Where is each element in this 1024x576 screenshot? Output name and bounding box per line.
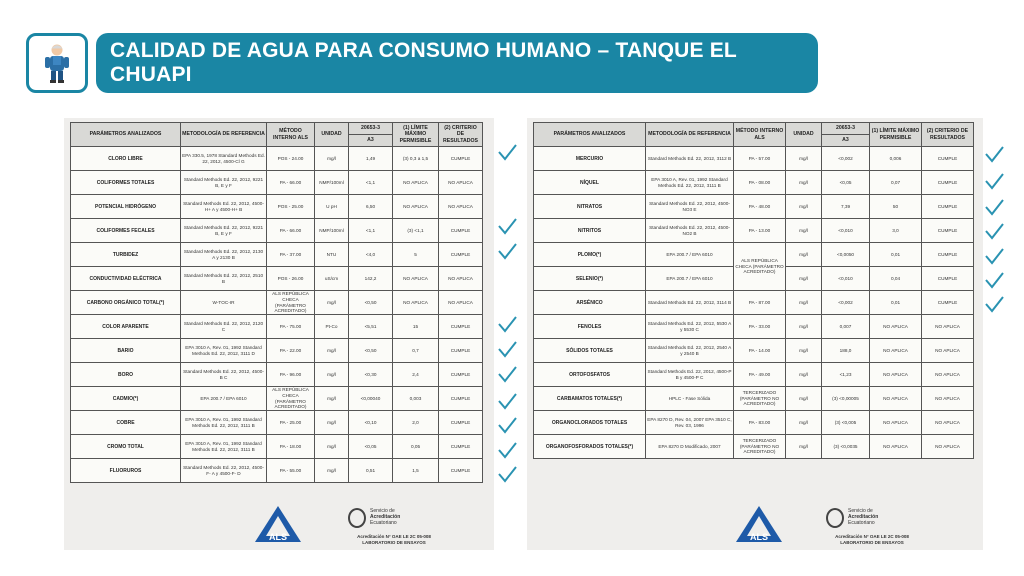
result-cell: 7,39 bbox=[822, 195, 870, 219]
table-row bbox=[71, 315, 483, 339]
table-row bbox=[534, 171, 974, 195]
result-cell: <0,0050 bbox=[822, 243, 870, 267]
method-cell: Standard Methods Ed. 22, 2012, 4500-NO3 E bbox=[646, 195, 734, 219]
param-cell: CADMIO(*) bbox=[71, 387, 181, 411]
result-cell: <1,1 bbox=[349, 171, 393, 195]
result-cell: 1,49 bbox=[349, 147, 393, 171]
internal-method-cell: PA - 22.00 bbox=[267, 339, 315, 363]
check-icon bbox=[497, 416, 517, 434]
unit-cell: mg/l bbox=[315, 459, 349, 483]
limit-cell: 0,04 bbox=[870, 267, 922, 291]
sae-seal-icon bbox=[826, 508, 844, 528]
criteria-cell: NO APLICA bbox=[439, 291, 483, 315]
result-cell: <0,010 bbox=[822, 219, 870, 243]
unit-cell: mg/l bbox=[786, 387, 822, 411]
worker-icon bbox=[42, 42, 72, 84]
method-cell: Standard Methods Ed. 22, 2012, 4500-F- A y 4500-F- D bbox=[181, 459, 267, 483]
criteria-cell: NO APLICA bbox=[922, 315, 974, 339]
method-cell: Standard Methods Ed. 22, 2012, 2120 C bbox=[181, 315, 267, 339]
param-cell: COLIFORMES FECALES bbox=[71, 219, 181, 243]
limit-cell: NO APLICA bbox=[870, 387, 922, 411]
table-row bbox=[71, 195, 483, 219]
limit-cell: 2,0 bbox=[393, 411, 439, 435]
internal-method-cell: PA - 57.00 bbox=[734, 147, 786, 171]
method-cell: EPA 3010 A, Rev. 01, 1992 Standard Methods Ed. 22, 2012, 3111 D bbox=[181, 339, 267, 363]
method-cell: EPA 8270 D Modificado, 2007 bbox=[646, 435, 734, 459]
unit-cell: mg/l bbox=[315, 411, 349, 435]
method-cell: Standard Methods Ed. 22, 2012, 9221 B, E y F bbox=[181, 219, 267, 243]
param-cell: BORO bbox=[71, 363, 181, 387]
method-cell: HPLC - Fase Sólida bbox=[646, 387, 734, 411]
limit-cell: 1,5 bbox=[393, 459, 439, 483]
criteria-cell: CUMPLE bbox=[922, 195, 974, 219]
unit-cell: mg/l bbox=[786, 171, 822, 195]
internal-method-cell: ALS REPÚBLICA CHECA (PARÁMETRO ACREDITADO) bbox=[267, 387, 315, 411]
param-cell: NITRITOS bbox=[534, 219, 646, 243]
check-icon bbox=[984, 172, 1004, 190]
page-title: CALIDAD DE AGUA PARA CONSUMO HUMANO – TANQUE EL CHUAPI bbox=[110, 39, 737, 86]
method-cell: EPA 200.7 / EPA 6010 bbox=[646, 243, 734, 267]
param-cell: ORGANOCLORADOS TOTALES bbox=[534, 411, 646, 435]
criteria-cell: CUMPLE bbox=[439, 219, 483, 243]
param-cell: COBRE bbox=[71, 411, 181, 435]
unit-cell: mg/l bbox=[786, 339, 822, 363]
limit-cell: 0,7 bbox=[393, 339, 439, 363]
table-header-row bbox=[71, 123, 483, 135]
method-cell: EPA 200.7 / EPA 6010 bbox=[646, 267, 734, 291]
sae-logo: Servicio de Acreditación Ecuatoriano Acreditación N° OAE LE 2C 05-008 LABORATORIO DE ENSAYOS bbox=[334, 502, 454, 550]
unit-cell: mg/l bbox=[786, 411, 822, 435]
internal-method-cell: PA - 13.00 bbox=[734, 219, 786, 243]
result-cell: 0,51 bbox=[349, 459, 393, 483]
als-logo bbox=[733, 504, 785, 548]
param-cell: FENOLES bbox=[534, 315, 646, 339]
limit-cell: NO APLICA bbox=[393, 195, 439, 219]
internal-method-cell: PA - 66.00 bbox=[267, 171, 315, 195]
result-cell: <0,010 bbox=[822, 267, 870, 291]
check-icon bbox=[984, 222, 1004, 240]
table-row bbox=[71, 363, 483, 387]
col-limit: (1) LÍMITE MÁXIMO PERMISIBLE bbox=[393, 123, 439, 147]
table-row bbox=[71, 459, 483, 483]
criteria-cell: NO APLICA bbox=[922, 411, 974, 435]
criteria-cell: CUMPLE bbox=[439, 147, 483, 171]
table-row bbox=[71, 291, 483, 315]
svg-text:ALS: ALS bbox=[750, 532, 768, 542]
limit-cell: NO APLICA bbox=[393, 267, 439, 291]
result-cell: <4,0 bbox=[349, 243, 393, 267]
method-cell: EPA 3010 A, Rev. 01, 1992 Standard Methods Ed. 22, 2012, 3111 B bbox=[181, 411, 267, 435]
internal-method-cell: TERCERIZADO (PARÁMETRO NO ACREDITADO) bbox=[734, 435, 786, 459]
criteria-cell: NO APLICA bbox=[922, 387, 974, 411]
result-cell: 188,0 bbox=[822, 339, 870, 363]
result-cell: 142,2 bbox=[349, 267, 393, 291]
table-row bbox=[534, 147, 974, 171]
col-criteria: (2) CRITERIO DE RESULTADOS bbox=[439, 123, 483, 147]
check-icon bbox=[984, 271, 1004, 289]
unit-cell: mg/l bbox=[786, 435, 822, 459]
limit-cell: 0,01 bbox=[870, 243, 922, 267]
internal-method-cell: POS - 26.00 bbox=[267, 267, 315, 291]
criteria-cell: NO APLICA bbox=[439, 171, 483, 195]
criteria-cell: NO APLICA bbox=[922, 363, 974, 387]
method-cell: Standard Methods Ed. 22, 2012, 4500-B C bbox=[181, 363, 267, 387]
col-sample-sub: A3 bbox=[822, 135, 870, 147]
method-cell: Standard Methods Ed. 22, 2012, 2540 A y 2540 B bbox=[646, 339, 734, 363]
internal-method-cell: PA - 66.00 bbox=[267, 219, 315, 243]
col-unit: UNIDAD bbox=[315, 123, 349, 147]
internal-method-cell: PA - 37.00 bbox=[267, 243, 315, 267]
unit-cell: NTU bbox=[315, 243, 349, 267]
method-cell: W-TOC-IR bbox=[181, 291, 267, 315]
criteria-cell: CUMPLE bbox=[922, 219, 974, 243]
col-unit: UNIDAD bbox=[786, 123, 822, 147]
internal-method-cell: PA - 33.00 bbox=[734, 315, 786, 339]
check-icon bbox=[984, 145, 1004, 163]
criteria-cell: CUMPLE bbox=[922, 267, 974, 291]
param-cell: CONDUCTIVIDAD ELÉCTRICA bbox=[71, 267, 181, 291]
worker-icon-frame bbox=[26, 33, 88, 93]
limit-cell: NO APLICA bbox=[870, 363, 922, 387]
report-right bbox=[527, 118, 983, 550]
result-cell: <1,23 bbox=[822, 363, 870, 387]
check-icon bbox=[497, 365, 517, 383]
limit-cell: NO APLICA bbox=[870, 339, 922, 363]
param-cell: COLOR APARENTE bbox=[71, 315, 181, 339]
result-cell: <0,00040 bbox=[349, 387, 393, 411]
limit-cell: 50 bbox=[870, 195, 922, 219]
internal-method-cell: PA - 75.00 bbox=[267, 315, 315, 339]
table-row bbox=[534, 339, 974, 363]
criteria-cell: CUMPLE bbox=[439, 411, 483, 435]
table-row bbox=[534, 411, 974, 435]
limit-cell: NO APLICA bbox=[393, 291, 439, 315]
table-row bbox=[534, 291, 974, 315]
result-cell: 6,50 bbox=[349, 195, 393, 219]
criteria-cell: CUMPLE bbox=[439, 243, 483, 267]
internal-method-cell: PA - 55.00 bbox=[267, 459, 315, 483]
sae-seal-icon bbox=[348, 508, 366, 528]
limit-cell: 3,0 bbox=[870, 219, 922, 243]
report-left bbox=[64, 118, 494, 550]
unit-cell: uS/cm bbox=[315, 267, 349, 291]
title-banner bbox=[96, 33, 818, 93]
als-logo bbox=[252, 504, 304, 548]
check-icon bbox=[497, 465, 517, 483]
result-cell: <0,50 bbox=[349, 339, 393, 363]
check-icon bbox=[984, 198, 1004, 216]
results-table-left bbox=[70, 122, 483, 483]
result-cell: <0,002 bbox=[822, 147, 870, 171]
internal-method-cell: POS - 25.00 bbox=[267, 195, 315, 219]
result-cell: (3) <0,00005 bbox=[822, 387, 870, 411]
unit-cell: mg/l bbox=[786, 291, 822, 315]
method-cell: EPA 8270 D, Rev. 04, 2007 EPA 3510 C, Rev. 03, 1996 bbox=[646, 411, 734, 435]
result-cell: <0,30 bbox=[349, 363, 393, 387]
unit-cell: mg/l bbox=[786, 267, 822, 291]
check-icon bbox=[497, 340, 517, 358]
method-cell: EPA 3010 A, Rev. 01, 1992 Standard Methods Ed. 22, 2012, 3111 B bbox=[181, 435, 267, 459]
limit-cell: 5 bbox=[393, 243, 439, 267]
internal-method-cell: ALS REPÚBLICA CHECA (PARÁMETRO ACREDITADO) bbox=[734, 243, 786, 291]
method-cell: Standard Methods Ed. 22, 2012, 3114 B bbox=[646, 291, 734, 315]
limit-cell: 2,4 bbox=[393, 363, 439, 387]
col-criteria: (2) CRITERIO DE RESULTADOS bbox=[922, 123, 974, 147]
unit-cell: NMP/100ml bbox=[315, 219, 349, 243]
param-cell: CARBAMATOS TOTALES(*) bbox=[534, 387, 646, 411]
unit-cell: mg/l bbox=[786, 195, 822, 219]
check-icon bbox=[984, 295, 1004, 313]
criteria-cell: CUMPLE bbox=[439, 363, 483, 387]
check-icon bbox=[497, 242, 517, 260]
criteria-cell: CUMPLE bbox=[922, 147, 974, 171]
param-cell: BARIO bbox=[71, 339, 181, 363]
internal-method-cell: PA - 87.00 bbox=[734, 291, 786, 315]
internal-method-cell: PA - 18.00 bbox=[267, 435, 315, 459]
param-cell: NITRATOS bbox=[534, 195, 646, 219]
unit-cell: mg/l bbox=[315, 387, 349, 411]
col-sample: 20653-3 bbox=[822, 123, 870, 135]
method-cell: EPA 3010 A, Rev. 01, 1992 Standard Methods Ed. 22, 2012, 3111 B bbox=[646, 171, 734, 195]
method-cell: Standard Methods Ed. 22, 2012, 5530 A y 5530 C bbox=[646, 315, 734, 339]
col-param: PARÁMETROS ANALIZADOS bbox=[71, 123, 181, 147]
method-cell: Standard Methods Ed. 22, 2012, 4500-H+ A y 4500-H+ B bbox=[181, 195, 267, 219]
table-row bbox=[71, 435, 483, 459]
unit-cell: mg/l bbox=[786, 219, 822, 243]
limit-cell: NO APLICA bbox=[393, 171, 439, 195]
check-icon bbox=[497, 315, 517, 333]
col-internal: MÉTODO INTERNO ALS bbox=[734, 123, 786, 147]
criteria-cell: NO APLICA bbox=[922, 339, 974, 363]
table-row bbox=[71, 387, 483, 411]
param-cell: MERCURIO bbox=[534, 147, 646, 171]
table-row bbox=[71, 147, 483, 171]
criteria-cell: NO APLICA bbox=[922, 435, 974, 459]
unit-cell: U pH bbox=[315, 195, 349, 219]
param-cell: CROMO TOTAL bbox=[71, 435, 181, 459]
internal-method-cell: PA - 48.00 bbox=[734, 195, 786, 219]
table-row bbox=[534, 243, 974, 267]
criteria-cell: NO APLICA bbox=[439, 195, 483, 219]
limit-cell: NO APLICA bbox=[870, 411, 922, 435]
param-cell: COLIFORMES TOTALES bbox=[71, 171, 181, 195]
criteria-cell: CUMPLE bbox=[922, 243, 974, 267]
table-row bbox=[534, 315, 974, 339]
method-cell: Standard Methods Ed. 22, 2012, 4500-P B y 4500-P C bbox=[646, 363, 734, 387]
result-cell: <0,002 bbox=[822, 291, 870, 315]
col-internal: MÉTODO INTERNO ALS bbox=[267, 123, 315, 147]
table-row bbox=[534, 387, 974, 411]
method-cell: EPA 330.5, 1978 Standard Methods Ed. 22, 2012, 4500-Cl G bbox=[181, 147, 267, 171]
result-cell: <1,1 bbox=[349, 219, 393, 243]
unit-cell: mg/l bbox=[315, 435, 349, 459]
criteria-cell: CUMPLE bbox=[922, 291, 974, 315]
logos-right bbox=[527, 502, 983, 550]
col-method: METODOLOGÍA DE REFERENCIA bbox=[646, 123, 734, 147]
method-cell: Standard Methods Ed. 22, 2012, 3112 B bbox=[646, 147, 734, 171]
limit-cell: 0,07 bbox=[870, 171, 922, 195]
result-cell: <0,05 bbox=[822, 171, 870, 195]
criteria-cell: NO APLICA bbox=[439, 267, 483, 291]
internal-method-cell: ALS REPÚBLICA CHECA (PARÁMETRO ACREDITADO) bbox=[267, 291, 315, 315]
check-icon bbox=[497, 392, 517, 410]
param-cell: ORGANOFOSFORADOS TOTALES(*) bbox=[534, 435, 646, 459]
param-cell: CLORO LIBRE bbox=[71, 147, 181, 171]
col-method: METODOLOGÍA DE REFERENCIA bbox=[181, 123, 267, 147]
criteria-cell: CUMPLE bbox=[439, 387, 483, 411]
criteria-cell: CUMPLE bbox=[439, 315, 483, 339]
param-cell: POTENCIAL HIDRÓGENO bbox=[71, 195, 181, 219]
param-cell: ARSÉNICO bbox=[534, 291, 646, 315]
criteria-cell: CUMPLE bbox=[439, 459, 483, 483]
sae-logo: Servicio de Acreditación Ecuatoriano Acreditación N° OAE LE 2C 05-008 LABORATORIO DE ENSAYOS bbox=[812, 502, 932, 550]
limit-cell: 0,05 bbox=[393, 435, 439, 459]
result-cell: <0,50 bbox=[349, 291, 393, 315]
unit-cell: Pt-Co bbox=[315, 315, 349, 339]
unit-cell: NMP/100ml bbox=[315, 171, 349, 195]
internal-method-cell: PA - 96.00 bbox=[267, 363, 315, 387]
result-cell: <0,10 bbox=[349, 411, 393, 435]
result-cell: <0,05 bbox=[349, 435, 393, 459]
table-row bbox=[534, 435, 974, 459]
limit-cell: NO APLICA bbox=[870, 435, 922, 459]
internal-method-cell: PA - 25.00 bbox=[267, 411, 315, 435]
limit-cell: NO APLICA bbox=[870, 315, 922, 339]
check-icon bbox=[497, 217, 517, 235]
table-row bbox=[71, 219, 483, 243]
limit-cell: (3) 0,3 a 1,5 bbox=[393, 147, 439, 171]
unit-cell: mg/l bbox=[315, 291, 349, 315]
param-cell: NÍQUEL bbox=[534, 171, 646, 195]
limit-cell: 0,003 bbox=[393, 387, 439, 411]
unit-cell: mg/l bbox=[315, 147, 349, 171]
unit-cell: mg/l bbox=[786, 243, 822, 267]
criteria-cell: CUMPLE bbox=[439, 339, 483, 363]
method-cell: Standard Methods Ed. 22, 2012, 2130 A y 2130 B bbox=[181, 243, 267, 267]
internal-method-cell: PA - 83.00 bbox=[734, 411, 786, 435]
limit-cell: 0,006 bbox=[870, 147, 922, 171]
internal-method-cell: PA - 08.00 bbox=[734, 171, 786, 195]
result-cell: (3) <0,005 bbox=[822, 411, 870, 435]
unit-cell: mg/l bbox=[786, 315, 822, 339]
param-cell: SÓLIDOS TOTALES bbox=[534, 339, 646, 363]
result-cell: <5,51 bbox=[349, 315, 393, 339]
limit-cell: 0,01 bbox=[870, 291, 922, 315]
unit-cell: mg/l bbox=[786, 363, 822, 387]
unit-cell: mg/l bbox=[315, 339, 349, 363]
param-cell: CARBONO ORGÁNICO TOTAL(*) bbox=[71, 291, 181, 315]
table-row bbox=[534, 363, 974, 387]
unit-cell: mg/l bbox=[315, 363, 349, 387]
check-icon bbox=[497, 143, 517, 161]
table-row bbox=[71, 171, 483, 195]
internal-method-cell: PA - 49.00 bbox=[734, 363, 786, 387]
limit-cell: (3) <1,1 bbox=[393, 219, 439, 243]
param-cell: SELENIO(*) bbox=[534, 267, 646, 291]
table-header-row bbox=[534, 123, 974, 135]
param-cell: ORTOFOSFATOS bbox=[534, 363, 646, 387]
result-cell: (3) <0,0035 bbox=[822, 435, 870, 459]
col-sample-sub: A3 bbox=[349, 135, 393, 147]
param-cell: FLUORUROS bbox=[71, 459, 181, 483]
method-cell: Standard Methods Ed. 22, 2012, 4500-NO2 B bbox=[646, 219, 734, 243]
table-row bbox=[71, 339, 483, 363]
table-row bbox=[534, 219, 974, 243]
table-row bbox=[534, 195, 974, 219]
svg-text:ALS: ALS bbox=[269, 532, 287, 542]
internal-method-cell: PA - 14.00 bbox=[734, 339, 786, 363]
internal-method-cell: TERCERIZADO (PARÁMETRO NO ACREDITADO) bbox=[734, 387, 786, 411]
criteria-cell: CUMPLE bbox=[439, 435, 483, 459]
table-row bbox=[71, 243, 483, 267]
col-sample: 20653-3 bbox=[349, 123, 393, 135]
internal-method-cell: POS - 24.00 bbox=[267, 147, 315, 171]
table-row bbox=[71, 411, 483, 435]
logos-left bbox=[64, 502, 494, 550]
param-cell: TURBIDEZ bbox=[71, 243, 181, 267]
check-icon bbox=[984, 247, 1004, 265]
method-cell: Standard Methods Ed. 22, 2012, 2510 B bbox=[181, 267, 267, 291]
result-cell: 0,007 bbox=[822, 315, 870, 339]
param-cell: PLOMO(*) bbox=[534, 243, 646, 267]
criteria-cell: CUMPLE bbox=[922, 171, 974, 195]
method-cell: Standard Methods Ed. 22, 2012, 9221 B, E y F bbox=[181, 171, 267, 195]
table-row bbox=[71, 267, 483, 291]
limit-cell: 15 bbox=[393, 315, 439, 339]
results-table-right bbox=[533, 122, 974, 459]
col-param: PARÁMETROS ANALIZADOS bbox=[534, 123, 646, 147]
col-limit: (1) LÍMITE MÁXIMO PERMISIBLE bbox=[870, 123, 922, 147]
method-cell: EPA 200.7 / EPA 6010 bbox=[181, 387, 267, 411]
unit-cell: mg/l bbox=[786, 147, 822, 171]
check-icon bbox=[497, 441, 517, 459]
